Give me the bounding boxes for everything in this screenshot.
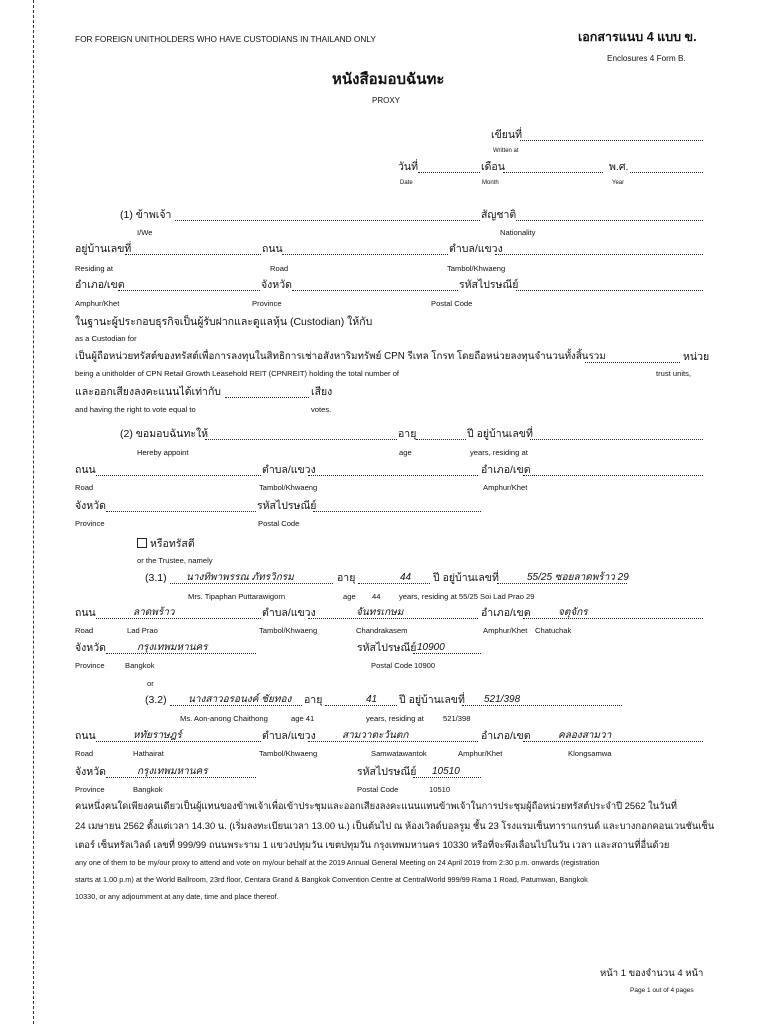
p2-name: นางสาวอรอนงค์ ชัยทอง	[188, 694, 292, 705]
i-we-label: (1) ข้าพเจ้า	[120, 209, 172, 221]
nationality-line	[516, 220, 703, 221]
p2-addr-en: years, residing at	[366, 714, 424, 723]
amphur-en: Amphur/Khet	[75, 299, 120, 308]
appoint-en: Hereby appoint	[137, 448, 189, 457]
postal2-label: รหัสไปรษณีย์	[257, 500, 317, 512]
road2-label: ถนน	[75, 464, 96, 476]
p1-postal-en: 10900	[414, 661, 436, 670]
p2-amphur-label: อำเภอ/เขต	[481, 730, 531, 742]
p1-addr-en: years, residing at 55/25 Soi Lad Prao 29	[399, 592, 535, 601]
trustee-en: or the Trustee, namely	[137, 556, 213, 565]
province-en: Province	[252, 299, 282, 308]
paragraph-th-1: คนหนึ่งคนใดเพียงคนเดียวเป็นผู้แทนของข้าพเจ้าเพื่อเข้าประชุมและออกเสียงลงคะแนนแทนข้าพเจ้าในการประชุมผู้ถือหน่วยทรัสต์ประจำปี 2562 ในวันที่	[75, 800, 677, 811]
tambol-label: ตำบล/แขวง	[449, 243, 503, 255]
p1-road-label: ถนน	[75, 607, 96, 619]
age-line	[416, 439, 466, 440]
nationality-label: สัญชาติ	[481, 209, 517, 221]
p1-province-label: จังหวัด	[75, 642, 106, 654]
p2-amphur: คลองสามวา	[558, 730, 612, 741]
p1-years-label: ปี อยู่บ้านเลขที่	[433, 572, 499, 584]
p2-tambol-line	[308, 741, 478, 742]
i-we-line	[175, 220, 480, 221]
p1-road: ลาดพร้าว	[133, 607, 175, 618]
p2-name-en: Ms. Aon-anong Chaithong	[180, 714, 268, 723]
p2-tambol-en: Samwatawantok	[371, 749, 427, 758]
written-at-label: เขียนที่	[491, 129, 523, 141]
p1-tambol: จันทรเกษม	[356, 607, 404, 618]
p1-amphur-en-label: Amphur/Khet	[483, 626, 528, 635]
postal-line	[516, 290, 703, 291]
p2-name-line	[170, 705, 302, 706]
p2-province: กรุงเทพมหานคร	[137, 766, 208, 777]
p1-age: 44	[400, 572, 412, 583]
appoint-label: (2) ขอมอบฉันทะให้	[120, 428, 209, 440]
units-en: trust units,	[656, 369, 692, 378]
province2-line	[106, 511, 256, 512]
p1-road-line	[96, 618, 261, 619]
unitholder-label: เป็นผู้ถือหน่วยทรัสต์ของทรัสต์เพื่อการลงทุนในสิทธิการเช่าอสังหาริมทรัพย์ CPN รีเทล โกรท โดยถือหน่วยลงทุนจำนวนทั้งสิ้นรวม	[75, 351, 606, 362]
footer-page-en: Page 1 out of 4 pages	[630, 987, 694, 994]
p2-postal-line	[413, 777, 481, 778]
years-label: ปี อยู่บ้านเลขที่	[467, 428, 533, 440]
p1-name: นางทิพาพรรณ ภัทรวิกรม	[186, 572, 294, 583]
or-label: or	[147, 679, 154, 688]
p1-amphur-label: อำเภอ/เขต	[481, 607, 531, 619]
p1-tambol-line	[308, 618, 478, 619]
paragraph-en-1: any one of them to be my/our proxy to attend and vote on my/our behalf at the 2019 Annual General Meeting on 24 April 2019 from 2:30 p.m. onwards (registration	[75, 858, 600, 867]
road-label: ถนน	[262, 243, 283, 255]
p2-age-line	[325, 705, 397, 706]
written-at-en: Written at	[493, 148, 519, 154]
residing-label: อยู่บ้านเลขที่	[75, 243, 132, 255]
address-line	[530, 439, 703, 440]
units-label: หน่วย	[683, 351, 710, 363]
p2-province-en: Bangkok	[133, 785, 163, 794]
province-line	[292, 290, 458, 291]
amphur2-label: อำเภอ/เขต	[481, 464, 531, 476]
p1-postal: 10900	[417, 642, 445, 653]
trustee-label: หรือทรัสตี	[150, 538, 195, 550]
amphur-line	[118, 290, 260, 291]
p1-province-en: Bangkok	[125, 661, 155, 670]
p2-amphur-line	[523, 741, 703, 742]
residing-en: Residing at	[75, 264, 113, 273]
p2-age-en: age 41	[291, 714, 315, 723]
province2-en: Province	[75, 519, 105, 528]
paragraph-en-2: starts at 1.00 p.m) at the World Ballroom, 23rd floor, Centara Grand & Bangkok Convention Centre at CentralWorld 999/99 Rama 1 Road, Patumwan, Bangkok	[75, 875, 588, 884]
p1-postal-line	[413, 653, 481, 654]
p2-postal-en-label: Postal Code	[357, 785, 399, 794]
p2-tambol-en-label: Tambol/Khwaeng	[259, 749, 318, 758]
p2-years-label: ปี อยู่บ้านเลขที่	[399, 694, 465, 706]
p1-addr: 55/25 ซอยลาดพร้าว 29	[527, 572, 629, 583]
month-en: Month	[482, 180, 499, 186]
p1-road-en-label: Road	[75, 626, 94, 635]
postal2-en: Postal Code	[258, 519, 300, 528]
p1-road-en: Lad Prao	[127, 626, 158, 635]
p1-amphur-line	[523, 618, 703, 619]
years-en: years, residing at	[470, 448, 528, 457]
nationality-en: Nationality	[500, 228, 536, 237]
p1-addr-line	[497, 583, 627, 584]
page-subtitle: PROXY	[372, 96, 401, 105]
p1-province-line	[106, 653, 256, 654]
road-line	[282, 254, 448, 255]
p1-province: กรุงเทพมหานคร	[137, 642, 208, 653]
year-en: Year	[612, 180, 625, 186]
p2-addr-en-val: 521/398	[443, 714, 471, 723]
custodian-en: as a Custodian for	[75, 334, 137, 343]
p1-amphur: จตุจักร	[558, 607, 588, 618]
p2-road-en: Hathairat	[133, 749, 164, 758]
p1-age-en: 44	[372, 592, 381, 601]
header-right: เอกสารแนบ 4 แบบ ข.	[578, 30, 697, 44]
p2-amphur-en-label: Amphur/Khet	[458, 749, 503, 758]
age-en: age	[399, 448, 412, 457]
p2-age: 41	[366, 694, 378, 705]
postal-label: รหัสไปรษณีย์	[459, 279, 519, 291]
month-label: เดือน	[481, 161, 505, 173]
trustee-checkbox-row[interactable]	[137, 538, 195, 550]
road2-en: Road	[75, 483, 94, 492]
age-label: อายุ	[398, 428, 417, 440]
road-en: Road	[270, 264, 289, 273]
page-title: หนังสือมอบฉันทะ	[332, 71, 445, 88]
p2-road-en-label: Road	[75, 749, 94, 758]
p2-tambol: สามวาตะวันตก	[342, 730, 409, 741]
p2-tambol-label: ตำบล/แขวง	[262, 730, 316, 742]
residing-line	[125, 254, 261, 255]
custodian-label: ในฐานะผู้ประกอบธุรกิจเป็นผู้รับฝากและดูแลหุ้น (Custodian) ให้กับ	[75, 316, 373, 328]
p2-addr-line	[462, 705, 622, 706]
p2-postal: 10510	[432, 766, 460, 777]
p1-name-en: Mrs. Tipaphan Puttarawigorn	[188, 592, 286, 601]
p1-tambol-label: ตำบล/แขวง	[262, 607, 316, 619]
p2-number: (3.2)	[145, 694, 167, 706]
paragraph-en-3: 10330, or any adjournment at any date, time and place thereof.	[75, 892, 279, 901]
footer-page-th: หน้า 1 ของจำนวน 4 หน้า	[600, 968, 704, 979]
p1-age-label-en: age	[343, 592, 356, 601]
header-left: FOR FOREIGN UNITHOLDERS WHO HAVE CUSTODIANS IN THAILAND ONLY	[75, 34, 376, 44]
votes-unit: เสียง	[311, 386, 333, 398]
trustee-checkbox[interactable]	[137, 538, 147, 548]
votes-line	[225, 397, 309, 398]
p1-age-label: อายุ	[337, 572, 356, 584]
tambol2-label: ตำบล/แขวง	[262, 464, 316, 476]
p1-postal-label: รหัสไปรษณีย์	[357, 642, 417, 654]
road2-line	[96, 475, 261, 476]
paragraph-th-2: 24 เมษายน 2562 ตั้งแต่เวลา 14.30 น. (เริ่มลงทะเบียนเวลา 13.00 น.) เป็นต้นไป ณ ห้องเวิลด์บอลรูม ชั้น 23 โรงแรมเซ็นทาราแกรนด์ และบางกอกคอนเวนชันเซ็น	[75, 820, 715, 831]
tambol2-en: Tambol/Khwaeng	[259, 483, 318, 492]
p2-age-label: อายุ	[304, 694, 323, 706]
votes-label: และออกเสียงลงคะแนนได้เท่ากับ	[75, 386, 221, 398]
votes-unit-en: votes.	[311, 405, 332, 414]
date-en: Date	[400, 180, 413, 186]
p2-addr: 521/398	[484, 694, 521, 705]
amphur-label: อำเภอ/เขต	[75, 279, 125, 291]
votes-en: and having the right to vote equal to	[75, 405, 196, 414]
amphur2-en: Amphur/Khet	[483, 483, 528, 492]
unitholder-en: being a unitholder of CPN Retail Growth Leasehold REIT (CPNREIT) holding the total number of	[75, 369, 400, 378]
p2-province-line	[106, 777, 256, 778]
appoint-line	[205, 439, 397, 440]
p1-name-line	[170, 583, 333, 584]
p2-road-label: ถนน	[75, 730, 96, 742]
amphur2-line	[523, 475, 703, 476]
p1-amphur-en: Chatuchak	[535, 626, 572, 635]
province2-label: จังหวัด	[75, 500, 106, 512]
tambol-line	[495, 254, 703, 255]
p1-tambol-en: Chandrakasem	[356, 626, 408, 635]
i-we-en: I/We	[137, 228, 153, 237]
postal-en: Postal Code	[431, 299, 473, 308]
p2-road: หทัยราษฎร์	[133, 730, 182, 741]
province-label: จังหวัด	[261, 279, 292, 291]
cut-line	[33, 0, 34, 1024]
p1-postal-en-label: Postal Code	[371, 661, 413, 670]
postal2-line	[313, 511, 481, 512]
tambol2-line	[308, 475, 478, 476]
p2-road-line	[96, 741, 261, 742]
paragraph-th-3: เตอร์ เซ็นทรัลเวิลด์ เลขที่ 999/99 ถนนพระราม 1 แขวงปทุมวัน เขตปทุมวัน กรุงเทพมหานคร 10330 หรือที่จะพึงเลื่อนไปในวัน เวลา และสถานที่อื่นด้วย	[75, 839, 670, 850]
p1-number: (3.1)	[145, 572, 167, 584]
units-line	[585, 362, 680, 363]
header-right-en: Enclosures 4 Form B.	[607, 54, 686, 63]
year-label: พ.ศ.	[609, 161, 629, 173]
date-label: วันที่	[398, 161, 418, 173]
year-line	[630, 172, 703, 173]
p2-amphur-en: Klongsamwa	[568, 749, 612, 758]
p2-province-en-label: Province	[75, 785, 105, 794]
date-line	[418, 172, 480, 173]
p1-tambol-en-label: Tambol/Khwaeng	[259, 626, 318, 635]
written-at-line	[520, 140, 703, 141]
month-line	[503, 172, 603, 173]
p1-age-line	[358, 583, 430, 584]
tambol-en: Tambol/Khwaeng	[447, 264, 506, 273]
p2-province-label: จังหวัด	[75, 766, 106, 778]
p2-postal-label: รหัสไปรษณีย์	[357, 766, 417, 778]
p2-postal-en: 10510	[429, 785, 451, 794]
p1-province-en-label: Province	[75, 661, 105, 670]
